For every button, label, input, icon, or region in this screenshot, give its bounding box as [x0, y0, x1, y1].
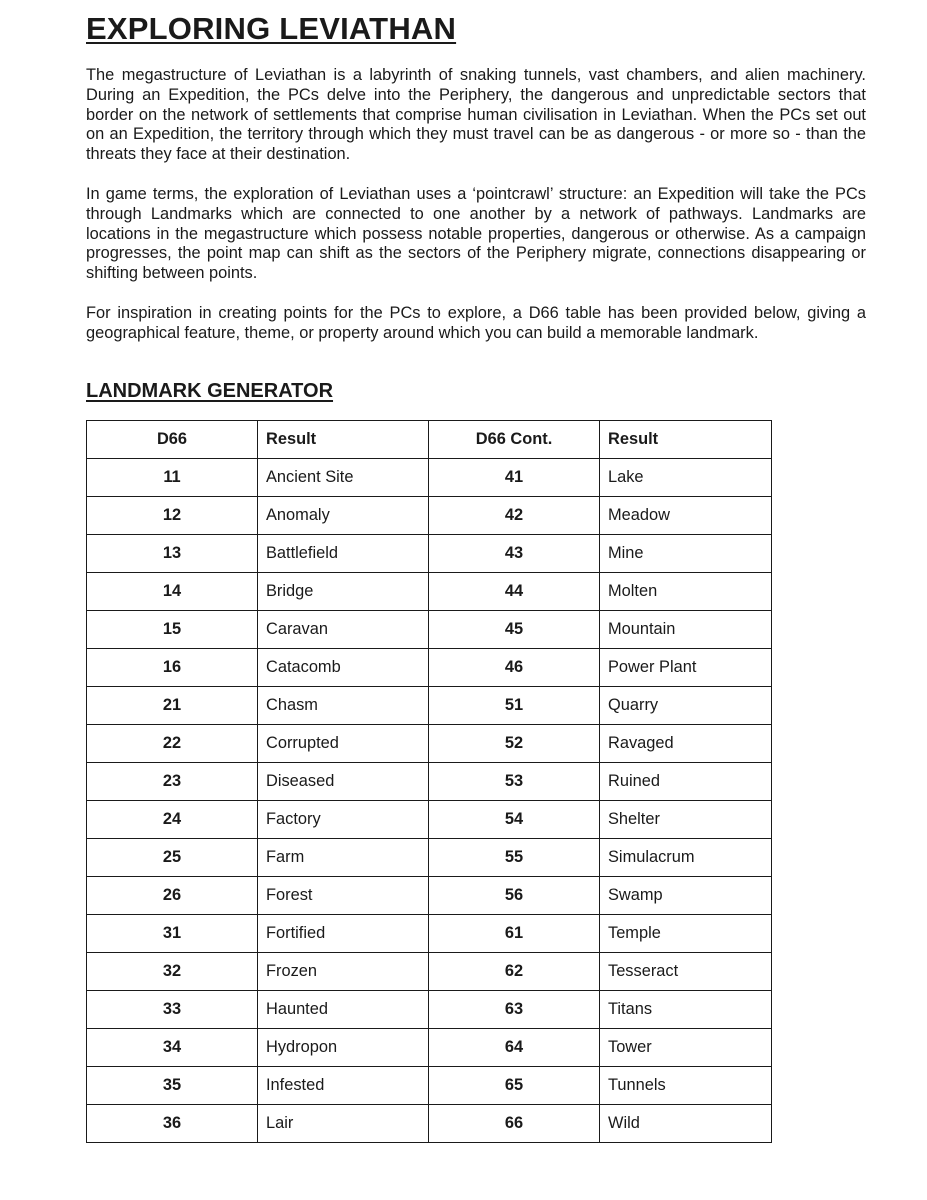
- result-cont-cell: Power Plant: [600, 649, 772, 687]
- roll-cont-cell: 46: [429, 649, 600, 687]
- result-cell: Battlefield: [258, 535, 429, 573]
- result-cell: Catacomb: [258, 649, 429, 687]
- table-row: [87, 1029, 772, 1067]
- result-cell: Corrupted: [258, 725, 429, 763]
- intro-paragraph: The megastructure of Leviathan is a labyrinth of snaking tunnels, vast chambers, and alien machinery. During an Expedition, the PCs delve into the Periphery, the dangerous and unpredictable sectors that border on the network of settlements that comprise human civilisation in Leviathan. When the PCs set out on an Expedition, the territory through which they must travel can be as dangerous - or more so - than the threats they face at their destination.: [86, 66, 866, 164]
- result-cell: Haunted: [258, 991, 429, 1029]
- roll-cont-cell: 51: [429, 687, 600, 725]
- inspiration-paragraph: For inspiration in creating points for the PCs to explore, a D66 table has been provided below, giving a geographical feature, theme, or property around which you can build a memorable landmark.: [86, 304, 866, 342]
- table-row: [87, 801, 772, 839]
- result-cell: Lair: [258, 1105, 429, 1143]
- header-d66: D66: [87, 421, 258, 459]
- roll-cont-cell: 63: [429, 991, 600, 1029]
- result-cell: Frozen: [258, 953, 429, 991]
- result-cell: Chasm: [258, 687, 429, 725]
- table-row: [87, 687, 772, 725]
- roll-cont-cell: 41: [429, 459, 600, 497]
- roll-cell: 24: [87, 801, 258, 839]
- table-header-row: [87, 421, 772, 459]
- roll-cont-cell: 52: [429, 725, 600, 763]
- roll-cell: 23: [87, 763, 258, 801]
- roll-cell: 26: [87, 877, 258, 915]
- table-row: [87, 535, 772, 573]
- roll-cont-cell: 54: [429, 801, 600, 839]
- result-cell: Hydropon: [258, 1029, 429, 1067]
- result-cont-cell: Quarry: [600, 687, 772, 725]
- result-cont-cell: Lake: [600, 459, 772, 497]
- roll-cell: 21: [87, 687, 258, 725]
- result-cell: Factory: [258, 801, 429, 839]
- roll-cont-cell: 56: [429, 877, 600, 915]
- result-cont-cell: Ruined: [600, 763, 772, 801]
- result-cell: Ancient Site: [258, 459, 429, 497]
- result-cont-cell: Tesseract: [600, 953, 772, 991]
- table-row: [87, 611, 772, 649]
- roll-cont-cell: 64: [429, 1029, 600, 1067]
- roll-cell: 31: [87, 915, 258, 953]
- result-cont-cell: Temple: [600, 915, 772, 953]
- result-cell: Anomaly: [258, 497, 429, 535]
- result-cont-cell: Mine: [600, 535, 772, 573]
- table-row: [87, 953, 772, 991]
- roll-cont-cell: 61: [429, 915, 600, 953]
- roll-cont-cell: 42: [429, 497, 600, 535]
- result-cell: Forest: [258, 877, 429, 915]
- roll-cell: 33: [87, 991, 258, 1029]
- roll-cont-cell: 55: [429, 839, 600, 877]
- result-cell: Bridge: [258, 573, 429, 611]
- result-cont-cell: Tunnels: [600, 1067, 772, 1105]
- table-row: [87, 991, 772, 1029]
- result-cell: Infested: [258, 1067, 429, 1105]
- table-row: [87, 763, 772, 801]
- page-title: EXPLORING LEVIATHAN: [86, 11, 457, 46]
- table-row: [87, 573, 772, 611]
- result-cell: Fortified: [258, 915, 429, 953]
- result-cont-cell: Ravaged: [600, 725, 772, 763]
- table-row: [87, 877, 772, 915]
- roll-cont-cell: 66: [429, 1105, 600, 1143]
- result-cont-cell: Mountain: [600, 611, 772, 649]
- roll-cell: 34: [87, 1029, 258, 1067]
- table-row: [87, 915, 772, 953]
- landmark-table: [86, 420, 772, 1143]
- roll-cell: 22: [87, 725, 258, 763]
- table-row: [87, 497, 772, 535]
- section-title: LANDMARK GENERATOR: [86, 380, 334, 402]
- header-result: Result: [258, 421, 429, 459]
- result-cont-cell: Titans: [600, 991, 772, 1029]
- roll-cell: 32: [87, 953, 258, 991]
- roll-cont-cell: 53: [429, 763, 600, 801]
- table-row: [87, 1067, 772, 1105]
- result-cell: Farm: [258, 839, 429, 877]
- roll-cell: 15: [87, 611, 258, 649]
- result-cont-cell: Meadow: [600, 497, 772, 535]
- pointcrawl-paragraph: In game terms, the exploration of Leviathan uses a ‘pointcrawl’ structure: an Expedition will take the PCs through Landmarks which are connected to one another by a network of pathways. Landmarks are locations in the megastructure which possess notable properties, dangerous or otherwise. As a campaign progresses, the point map can shift as the sectors of the Periphery migrate, connections disappearing or shifting between points.: [86, 185, 866, 283]
- roll-cont-cell: 62: [429, 953, 600, 991]
- table-row: [87, 649, 772, 687]
- result-cont-cell: Tower: [600, 1029, 772, 1067]
- table-row: [87, 459, 772, 497]
- result-cont-cell: Swamp: [600, 877, 772, 915]
- result-cont-cell: Shelter: [600, 801, 772, 839]
- header-d66-cont: D66 Cont.: [429, 421, 600, 459]
- roll-cell: 35: [87, 1067, 258, 1105]
- table-row: [87, 725, 772, 763]
- result-cont-cell: Molten: [600, 573, 772, 611]
- table-row: [87, 1105, 772, 1143]
- result-cont-cell: Wild: [600, 1105, 772, 1143]
- roll-cell: 12: [87, 497, 258, 535]
- roll-cell: 36: [87, 1105, 258, 1143]
- roll-cell: 13: [87, 535, 258, 573]
- result-cell: Caravan: [258, 611, 429, 649]
- roll-cont-cell: 43: [429, 535, 600, 573]
- result-cont-cell: Simulacrum: [600, 839, 772, 877]
- roll-cell: 11: [87, 459, 258, 497]
- roll-cont-cell: 65: [429, 1067, 600, 1105]
- roll-cont-cell: 44: [429, 573, 600, 611]
- header-result-cont: Result: [600, 421, 772, 459]
- roll-cell: 14: [87, 573, 258, 611]
- roll-cell: 16: [87, 649, 258, 687]
- roll-cont-cell: 45: [429, 611, 600, 649]
- roll-cell: 25: [87, 839, 258, 877]
- table-body: [87, 459, 772, 1143]
- table-row: [87, 839, 772, 877]
- result-cell: Diseased: [258, 763, 429, 801]
